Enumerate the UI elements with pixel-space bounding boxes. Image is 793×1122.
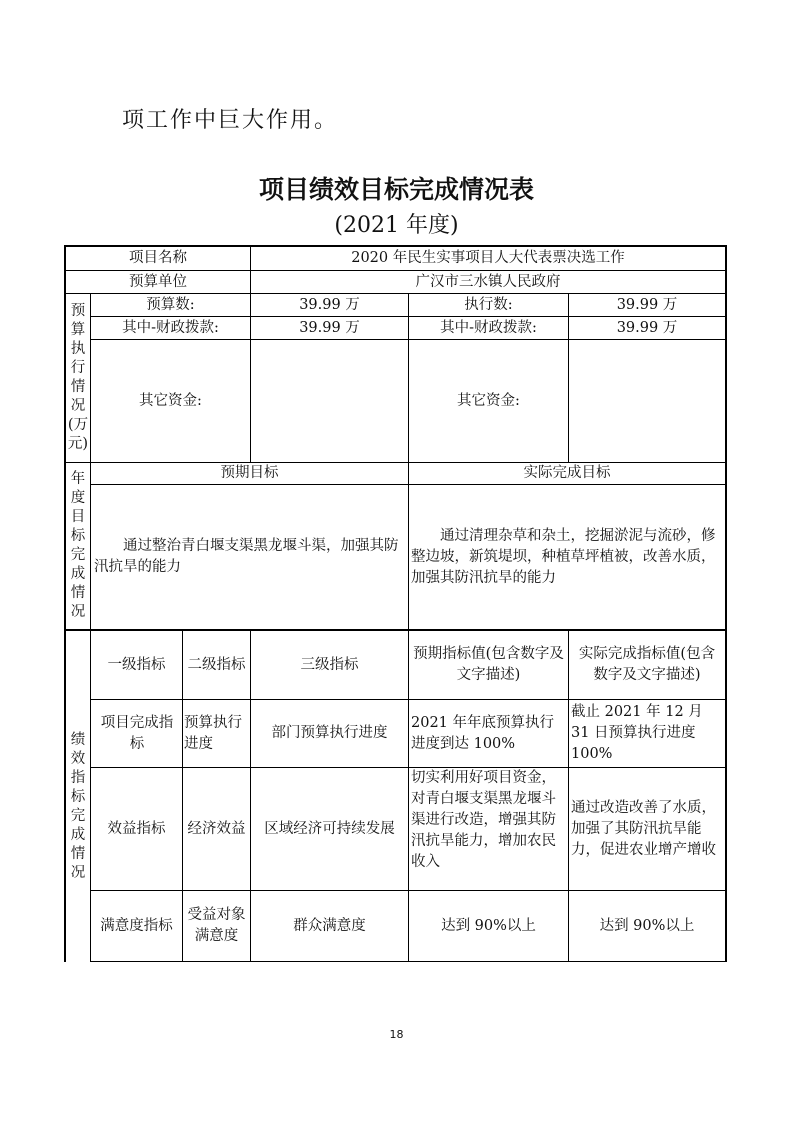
label-char: 效 (70, 750, 86, 767)
fiscal-label-left: 其中-财政拨款: (122, 319, 219, 336)
column-header: 实际完成指标值(包含数字及文字描述) (578, 646, 716, 683)
table-cell: 截止 2021 年 12 月 31 日预算执行进度 100% (571, 704, 703, 762)
table-cell: 区域经济可持续发展 (264, 820, 395, 837)
budget-unit-label: 预算单位 (129, 273, 187, 290)
budget-section-label (66, 294, 90, 462)
other-funds-label-right: 其它资金: (457, 392, 520, 409)
label-char: 完 (70, 547, 86, 563)
table-cell: 通过改造改善了水质，加强了其防汛抗旱能力，促进农业增产增收 (571, 799, 716, 858)
exec-count-label: 执行数: (464, 296, 513, 313)
fiscal-label-right: 其中-财政拨款: (440, 319, 537, 336)
project-name-value: 2020 年民生实事项目人大代表票决选工作 (351, 250, 625, 266)
exec-count-value: 39.99 万 (616, 296, 678, 313)
table-cell: 受益对象满意度 (187, 907, 246, 944)
table-cell: 部门预算执行进度 (271, 725, 388, 741)
column-header: 二级指标 (187, 656, 246, 673)
table-cell: 效益指标 (107, 820, 166, 837)
budget-count-value: 39.99 万 (299, 296, 360, 313)
label-char: 标 (70, 788, 86, 805)
label-char: 情 (70, 379, 86, 395)
label-char: 算 (70, 322, 86, 338)
label-char: 况 (70, 864, 86, 881)
table-cell: 2021 年年底预算执行进度到达 100% (411, 714, 555, 752)
label-char: 情 (70, 845, 86, 862)
label-char: 目 (70, 509, 86, 525)
table-cell: 达到 90%以上 (599, 917, 695, 934)
label-char: 度 (70, 490, 86, 506)
table-cell: 项目完成指标 (100, 714, 174, 752)
expected-target-header: 预期目标 (220, 465, 279, 481)
preceding-paragraph-fragment: 项工作中巨大作用。 (122, 108, 339, 133)
label-char: 指 (70, 769, 86, 786)
label-char: 行 (70, 360, 86, 376)
table-cell: 满意度指标 (100, 917, 173, 934)
fiscal-value-left: 39.99 万 (299, 319, 360, 336)
other-funds-label-left: 其它资金: (139, 392, 202, 409)
annual-section-label (66, 463, 90, 629)
label-char: 情 (70, 585, 86, 601)
column-header: 三级指标 (300, 656, 359, 673)
label-char: 完 (70, 807, 86, 824)
label-char: 况 (70, 398, 86, 414)
column-header: 一级指标 (107, 656, 166, 673)
label-char: 年 (70, 471, 86, 487)
label-char: 绩 (70, 731, 86, 748)
page-number: 18 (389, 1028, 404, 1041)
label-char: (万 (67, 417, 89, 433)
table-cell: 群众满意度 (293, 917, 366, 934)
label-char: 标 (70, 528, 86, 544)
fiscal-value-right: 39.99 万 (616, 319, 678, 336)
label-char: 预 (70, 303, 86, 319)
label-char: 成 (70, 826, 86, 843)
table-title: 项目绩效目标完成情况表 (258, 175, 534, 204)
table-cell: 达到 90%以上 (441, 917, 536, 934)
label-char: 元) (67, 436, 89, 452)
label-char: 况 (70, 604, 86, 620)
table-subtitle-year: (2021 年度) (334, 213, 459, 238)
project-name-label: 项目名称 (129, 250, 187, 266)
label-char: 成 (70, 566, 86, 582)
table-border-right (725, 245, 727, 962)
expected-target-text: 通过整治青白堰支渠黑龙堰斗渠，加强其防汛抗旱的能力 (94, 538, 399, 575)
label-char: 执 (70, 341, 86, 357)
table-cell: 切实利用好项目资金，对青白堰支渠黑龙堰斗渠进行改造，增强其防汛抗旱能力，增加农民收入 (411, 770, 556, 870)
table-cell: 预算执行进度 (184, 714, 242, 752)
table-cell: 经济效益 (187, 820, 246, 837)
actual-target-header: 实际完成目标 (523, 465, 611, 481)
actual-target-text: 通过清理杂草和杂土，挖掘淤泥与流砂，修整边坡，新筑堤坝，种植草坪植被，改善水质，加强其防汛抗旱的能力 (411, 527, 716, 586)
indicator-section-label (66, 631, 90, 962)
budget-unit-value: 广汉市三水镇人民政府 (415, 273, 561, 290)
column-header: 预期指标值(包含数字及文字描述) (413, 646, 564, 683)
budget-count-label: 预算数: (146, 296, 195, 313)
